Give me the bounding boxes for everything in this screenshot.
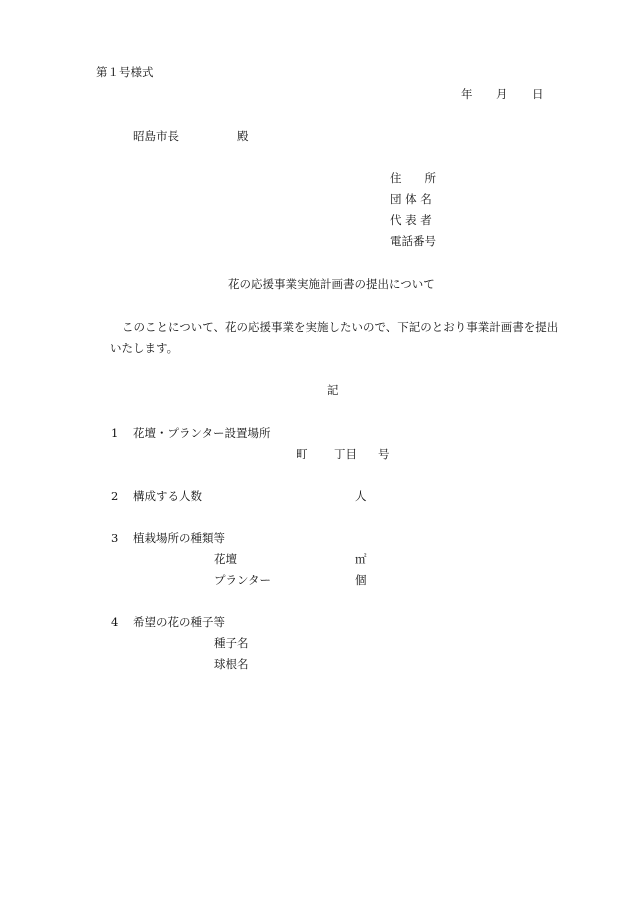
phone-label: 電話番号	[390, 234, 436, 248]
item-4-bulb-label: 球根名	[214, 657, 249, 671]
item-3-planter-unit: 個	[355, 573, 367, 587]
item-4-number: 4	[111, 615, 119, 629]
date-day-label: 日	[532, 87, 544, 101]
addressee-name: 昭島市長	[133, 129, 179, 143]
item-3-label: 植栽場所の種類等	[133, 531, 225, 545]
item-1-chome: 丁目	[334, 447, 357, 461]
body-text-line-2: いたします。	[110, 341, 179, 355]
item-1-number: 1	[111, 426, 119, 440]
addressee-honorific: 殿	[237, 129, 249, 143]
body-text-line-1: このことについて、花の応援事業を実施したいので、下記のとおり事業計画書を提出	[122, 320, 559, 334]
representative-label: 代 表 者	[390, 213, 432, 227]
item-1-go: 号	[378, 447, 390, 461]
item-3-number: 3	[111, 531, 119, 545]
item-2-unit: 人	[355, 489, 367, 503]
organization-label: 団 体 名	[390, 192, 432, 206]
item-3-flowerbed-label: 花壇	[214, 552, 237, 566]
item-1-town: 町	[296, 447, 308, 461]
date-month-label: 月	[496, 87, 508, 101]
item-4-label: 希望の花の種子等	[133, 615, 225, 629]
item-2-label: 構成する人数	[133, 489, 202, 503]
form-number: 第１号様式	[96, 65, 154, 79]
item-4-seed-label: 種子名	[214, 636, 249, 650]
document-title: 花の応援事業実施計画書の提出について	[228, 277, 435, 291]
item-3-planter-label: プランター	[214, 573, 272, 587]
address-label: 住 所	[390, 171, 436, 185]
item-2-number: 2	[111, 489, 119, 503]
ki-heading: 記	[327, 383, 339, 397]
item-1-label: 花壇・プランター設置場所	[133, 426, 271, 440]
date-year-label: 年	[461, 87, 473, 101]
item-3-flowerbed-unit: ㎡	[355, 552, 367, 566]
